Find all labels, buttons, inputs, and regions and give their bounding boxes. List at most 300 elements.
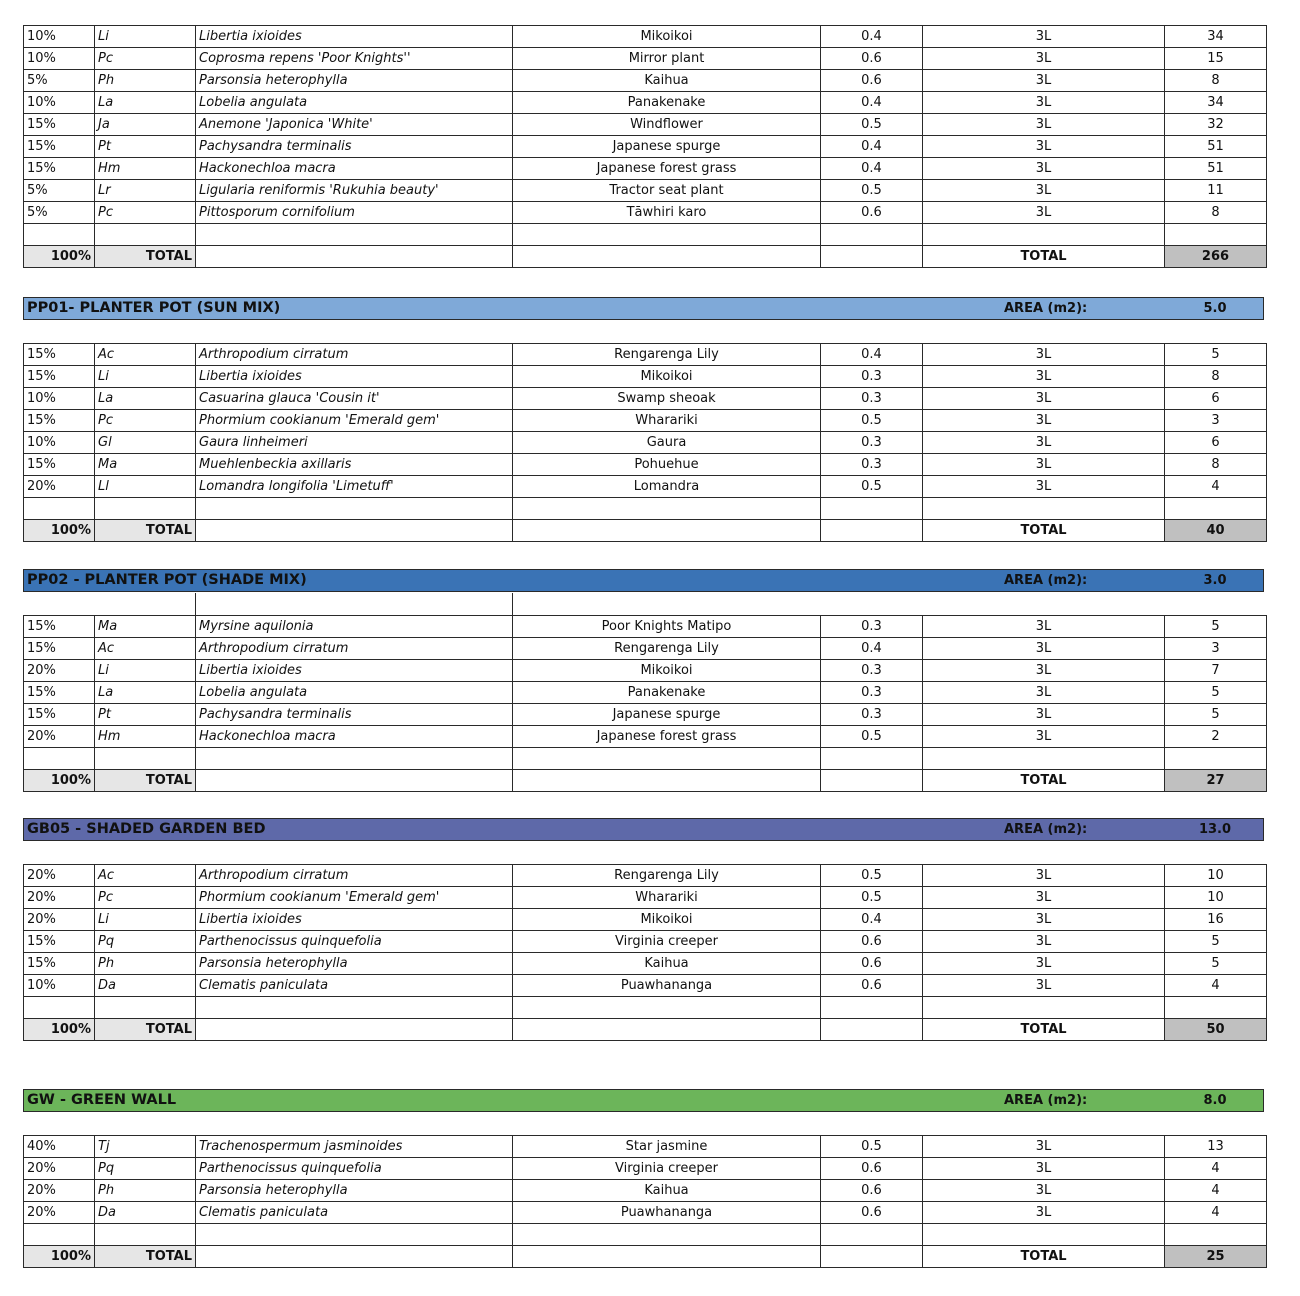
code-cell: Pt [95,136,196,158]
code-cell: Pq [95,931,196,953]
empty-cell [821,498,923,520]
spacing-cell: 0.6 [821,975,923,997]
empty-cell [513,1019,821,1041]
common-name-cell: Windflower [513,114,821,136]
code-cell: Ph [95,70,196,92]
table-row [24,1180,1267,1202]
pot-size-cell: 3L [923,202,1165,224]
botanical-name-cell: Hackonechloa macra [196,726,513,748]
botanical-name-cell: Clematis paniculata [196,975,513,997]
percentage-cell: 5% [24,180,95,202]
botanical-name-cell: Parthenocissus quinquefolia [196,931,513,953]
table-row [24,931,1267,953]
empty-cell [95,997,196,1019]
table-row [24,887,1267,909]
pot-size-cell: 3L [923,1136,1165,1158]
quantity-cell: 5 [1165,616,1267,638]
quantity-cell: 8 [1165,202,1267,224]
total-label: TOTAL [95,520,196,542]
empty-cell [1165,498,1267,520]
common-name-cell: Japanese spurge [513,704,821,726]
botanical-name-cell: Clematis paniculata [196,1202,513,1224]
table-row [24,344,1267,366]
botanical-name-cell: Libertia ixioides [196,366,513,388]
pot-size-cell: 3L [923,388,1165,410]
table-row [24,136,1267,158]
area-label: AREA (m2): [1004,822,1088,837]
pot-size-cell: 3L [923,476,1165,498]
planting-table-gw [23,1135,1266,1268]
botanical-name-cell: Myrsine aquilonia [196,616,513,638]
pot-size-cell: 3L [923,48,1165,70]
botanical-name-cell: Gaura linheimeri [196,432,513,454]
spacing-cell: 0.4 [821,26,923,48]
pot-size-cell: 3L [923,92,1165,114]
pot-size-cell: 3L [923,344,1165,366]
percentage-cell: 5% [24,70,95,92]
quantity-cell: 5 [1165,931,1267,953]
percentage-cell: 15% [24,638,95,660]
botanical-name-cell: Parsonsia heterophylla [196,953,513,975]
empty-cell [923,498,1165,520]
empty-cell [513,748,821,770]
percentage-cell: 15% [24,136,95,158]
table-row [24,70,1267,92]
empty-cell [95,1224,196,1246]
pot-size-cell: 3L [923,1180,1165,1202]
empty-cell [923,748,1165,770]
botanical-name-cell: Pachysandra terminalis [196,136,513,158]
section-title: PP01- PLANTER POT (SUN MIX) [27,300,281,316]
botanical-name-cell: Casuarina glauca 'Cousin it' [196,388,513,410]
area-value: 13.0 [1198,822,1232,837]
code-cell: Ll [95,476,196,498]
empty-cell [513,1224,821,1246]
table-row [24,638,1267,660]
spacing-cell: 0.6 [821,48,923,70]
botanical-name-cell: Coprosma repens 'Poor Knights'' [196,48,513,70]
spacing-cell: 0.4 [821,638,923,660]
empty-cell [196,1019,513,1041]
table-row [24,26,1267,48]
percentage-cell: 15% [24,931,95,953]
common-name-cell: Tractor seat plant [513,180,821,202]
code-cell: Ja [95,114,196,136]
empty-cell [821,997,923,1019]
common-name-cell: Kaihua [513,70,821,92]
pot-size-cell: 3L [923,909,1165,931]
spacing-cell: 0.6 [821,1202,923,1224]
table-row [24,975,1267,997]
quantity-cell: 4 [1165,1158,1267,1180]
empty-cell [95,498,196,520]
spacing-cell: 0.3 [821,366,923,388]
empty-cell [513,224,821,246]
common-name-cell: Virginia creeper [513,931,821,953]
code-cell: Tj [95,1136,196,1158]
quantity-cell: 4 [1165,1202,1267,1224]
quantity-cell: 5 [1165,953,1267,975]
botanical-name-cell: Muehlenbeckia axillaris [196,454,513,476]
botanical-name-cell: Anemone 'Japonica 'White' [196,114,513,136]
table-row [24,682,1267,704]
common-name-cell: Mikoikoi [513,660,821,682]
quantity-cell: 51 [1165,158,1267,180]
plant-schedule-table [23,343,1267,542]
percentage-cell: 15% [24,616,95,638]
empty-cell [1165,997,1267,1019]
table-row [24,202,1267,224]
planting-table-gb05 [23,864,1266,1041]
spacing-cell: 0.6 [821,202,923,224]
quantity-cell: 4 [1165,1180,1267,1202]
blank-row [24,748,1267,770]
table-row [24,726,1267,748]
empty-cell [1165,748,1267,770]
pot-size-cell: 3L [923,114,1165,136]
code-cell: Pc [95,48,196,70]
common-name-cell: Tāwhiri karo [513,202,821,224]
spacing-cell: 0.4 [821,136,923,158]
common-name-cell: Wharariki [513,410,821,432]
total-quantity: 50 [1165,1019,1267,1041]
botanical-name-cell: Parsonsia heterophylla [196,1180,513,1202]
section-title: PP02 - PLANTER POT (SHADE MIX) [27,572,307,588]
table-row [24,1202,1267,1224]
botanical-name-cell: Trachenospermum jasminoides [196,1136,513,1158]
total-label: TOTAL [95,1246,196,1268]
spacing-cell: 0.3 [821,704,923,726]
table-row [24,909,1267,931]
table-row [24,1136,1267,1158]
quantity-cell: 15 [1165,48,1267,70]
quantity-cell: 5 [1165,704,1267,726]
code-cell: Ph [95,1180,196,1202]
common-name-cell: Kaihua [513,1180,821,1202]
section-header-gb05 [23,818,1264,841]
code-cell: Ac [95,344,196,366]
common-name-cell: Puawhananga [513,975,821,997]
common-name-cell: Lomandra [513,476,821,498]
botanical-name-cell: Ligularia reniformis 'Rukuhia beauty' [196,180,513,202]
table-row [24,953,1267,975]
total-label-right: TOTAL [923,1019,1165,1041]
percentage-cell: 5% [24,202,95,224]
blank-row [24,498,1267,520]
empty-cell [95,748,196,770]
code-cell: Pc [95,202,196,224]
pot-size-cell: 3L [923,136,1165,158]
common-name-cell: Swamp sheoak [513,388,821,410]
common-name-cell: Gaura [513,432,821,454]
table-row [24,616,1267,638]
botanical-name-cell: Hackonechloa macra [196,158,513,180]
botanical-name-cell: Phormium cookianum 'Emerald gem' [196,887,513,909]
empty-cell [821,770,923,792]
quantity-cell: 7 [1165,660,1267,682]
section-header-pp01 [23,297,1264,320]
empty-cell [196,246,513,268]
empty-cell [196,1224,513,1246]
botanical-name-cell: Lomandra longifolia 'Limetuff' [196,476,513,498]
pot-size-cell: 3L [923,660,1165,682]
quantity-cell: 32 [1165,114,1267,136]
code-cell: Ma [95,616,196,638]
quantity-cell: 6 [1165,432,1267,454]
spacing-cell: 0.3 [821,660,923,682]
pot-size-cell: 3L [923,931,1165,953]
percentage-cell: 15% [24,366,95,388]
empty-cell [821,520,923,542]
table-row [24,410,1267,432]
pot-size-cell: 3L [923,454,1165,476]
common-name-cell: Virginia creeper [513,1158,821,1180]
pot-size-cell: 3L [923,180,1165,202]
empty-cell [24,498,95,520]
common-name-cell: Japanese forest grass [513,726,821,748]
quantity-cell: 2 [1165,726,1267,748]
botanical-name-cell: Libertia ixioides [196,909,513,931]
common-name-cell: Poor Knights Matipo [513,616,821,638]
pot-size-cell: 3L [923,70,1165,92]
quantity-cell: 34 [1165,26,1267,48]
empty-cell [923,224,1165,246]
common-name-cell: Panakenake [513,682,821,704]
quantity-cell: 10 [1165,887,1267,909]
spacing-cell: 0.4 [821,909,923,931]
table-row [24,114,1267,136]
pot-size-cell: 3L [923,865,1165,887]
quantity-cell: 16 [1165,909,1267,931]
percentage-cell: 20% [24,865,95,887]
code-cell: La [95,388,196,410]
total-quantity: 25 [1165,1246,1267,1268]
pot-size-cell: 3L [923,616,1165,638]
code-cell: Li [95,660,196,682]
percentage-cell: 15% [24,953,95,975]
blank-row [24,997,1267,1019]
quantity-cell: 10 [1165,865,1267,887]
empty-cell [821,1246,923,1268]
spacing-cell: 0.5 [821,887,923,909]
percentage-cell: 20% [24,1202,95,1224]
percentage-cell: 15% [24,344,95,366]
common-name-cell: Puawhananga [513,1202,821,1224]
empty-cell [196,997,513,1019]
table-row [24,1158,1267,1180]
total-row [24,1019,1267,1041]
percentage-cell: 10% [24,48,95,70]
spacer-row [195,593,513,615]
botanical-name-cell: Pittosporum cornifolium [196,202,513,224]
total-percentage: 100% [24,1246,95,1268]
total-row [24,770,1267,792]
empty-cell [821,1019,923,1041]
code-cell: Ac [95,638,196,660]
empty-cell [1165,224,1267,246]
total-quantity: 40 [1165,520,1267,542]
code-cell: La [95,682,196,704]
total-label-right: TOTAL [923,520,1165,542]
common-name-cell: Rengarenga Lily [513,344,821,366]
spacing-cell: 0.5 [821,726,923,748]
empty-cell [196,498,513,520]
percentage-cell: 15% [24,454,95,476]
percentage-cell: 10% [24,388,95,410]
common-name-cell: Mirror plant [513,48,821,70]
spacing-cell: 0.6 [821,953,923,975]
common-name-cell: Mikoikoi [513,909,821,931]
code-cell: Pt [95,704,196,726]
plant-schedule-table [23,864,1267,1041]
empty-cell [196,770,513,792]
pot-size-cell: 3L [923,953,1165,975]
empty-cell [1165,1224,1267,1246]
spacing-cell: 0.5 [821,476,923,498]
percentage-cell: 10% [24,92,95,114]
code-cell: Ma [95,454,196,476]
percentage-cell: 20% [24,476,95,498]
percentage-cell: 20% [24,909,95,931]
percentage-cell: 40% [24,1136,95,1158]
empty-cell [513,520,821,542]
code-cell: Pq [95,1158,196,1180]
spacing-cell: 0.5 [821,180,923,202]
blank-row [24,1224,1267,1246]
quantity-cell: 5 [1165,344,1267,366]
empty-cell [95,224,196,246]
botanical-name-cell: Arthropodium cirratum [196,638,513,660]
total-quantity: 266 [1165,246,1267,268]
quantity-cell: 4 [1165,975,1267,997]
botanical-name-cell: Libertia ixioides [196,660,513,682]
code-cell: Li [95,26,196,48]
planting-table-pp01 [23,343,1266,542]
pot-size-cell: 3L [923,726,1165,748]
quantity-cell: 3 [1165,638,1267,660]
plant-schedule-table [23,1135,1267,1268]
area-value: 3.0 [1203,573,1227,588]
total-row [24,1246,1267,1268]
common-name-cell: Mikoikoi [513,366,821,388]
code-cell: Pc [95,887,196,909]
common-name-cell: Japanese forest grass [513,158,821,180]
common-name-cell: Rengarenga Lily [513,638,821,660]
table-row [24,476,1267,498]
pot-size-cell: 3L [923,704,1165,726]
empty-cell [821,246,923,268]
empty-cell [513,770,821,792]
code-cell: Lr [95,180,196,202]
spacing-cell: 0.6 [821,931,923,953]
pot-size-cell: 3L [923,887,1165,909]
area-value: 8.0 [1203,1093,1227,1108]
plant-schedule-table [23,25,1267,268]
table-row [24,92,1267,114]
percentage-cell: 20% [24,887,95,909]
empty-cell [24,1224,95,1246]
quantity-cell: 13 [1165,1136,1267,1158]
percentage-cell: 15% [24,158,95,180]
pot-size-cell: 3L [923,1202,1165,1224]
percentage-cell: 20% [24,726,95,748]
spacing-cell: 0.6 [821,1158,923,1180]
total-label: TOTAL [95,770,196,792]
quantity-cell: 5 [1165,682,1267,704]
spacing-cell: 0.3 [821,432,923,454]
total-quantity: 27 [1165,770,1267,792]
total-label-right: TOTAL [923,246,1165,268]
section-header-gw [23,1089,1264,1112]
quantity-cell: 51 [1165,136,1267,158]
spacing-cell: 0.5 [821,1136,923,1158]
empty-cell [196,1246,513,1268]
percentage-cell: 15% [24,704,95,726]
code-cell: Pc [95,410,196,432]
empty-cell [821,748,923,770]
total-label: TOTAL [95,1019,196,1041]
table-row [24,48,1267,70]
pot-size-cell: 3L [923,1158,1165,1180]
table-row [24,704,1267,726]
quantity-cell: 11 [1165,180,1267,202]
percentage-cell: 10% [24,432,95,454]
pot-size-cell: 3L [923,638,1165,660]
pot-size-cell: 3L [923,682,1165,704]
empty-cell [821,1224,923,1246]
total-row [24,246,1267,268]
spacing-cell: 0.3 [821,388,923,410]
quantity-cell: 34 [1165,92,1267,114]
quantity-cell: 3 [1165,410,1267,432]
botanical-name-cell: Pachysandra terminalis [196,704,513,726]
area-label: AREA (m2): [1004,1093,1088,1108]
total-label-right: TOTAL [923,770,1165,792]
code-cell: Li [95,366,196,388]
pot-size-cell: 3L [923,410,1165,432]
empty-cell [196,748,513,770]
code-cell: La [95,92,196,114]
section-title: GW - GREEN WALL [27,1092,177,1108]
botanical-name-cell: Arthropodium cirratum [196,865,513,887]
pot-size-cell: 3L [923,26,1165,48]
code-cell: Da [95,1202,196,1224]
section-title: GB05 - SHADED GARDEN BED [27,821,266,837]
empty-cell [923,997,1165,1019]
area-label: AREA (m2): [1004,301,1088,316]
code-cell: Da [95,975,196,997]
quantity-cell: 4 [1165,476,1267,498]
quantity-cell: 8 [1165,366,1267,388]
percentage-cell: 10% [24,26,95,48]
percentage-cell: 15% [24,410,95,432]
spacing-cell: 0.5 [821,410,923,432]
empty-cell [821,224,923,246]
planting-table-top [23,25,1266,268]
table-row [24,454,1267,476]
empty-cell [923,1224,1165,1246]
botanical-name-cell: Parthenocissus quinquefolia [196,1158,513,1180]
area-value: 5.0 [1203,301,1227,316]
percentage-cell: 20% [24,1158,95,1180]
percentage-cell: 10% [24,975,95,997]
spacing-cell: 0.5 [821,114,923,136]
table-row [24,388,1267,410]
table-row [24,865,1267,887]
empty-cell [196,520,513,542]
percentage-cell: 20% [24,1180,95,1202]
common-name-cell: Japanese spurge [513,136,821,158]
